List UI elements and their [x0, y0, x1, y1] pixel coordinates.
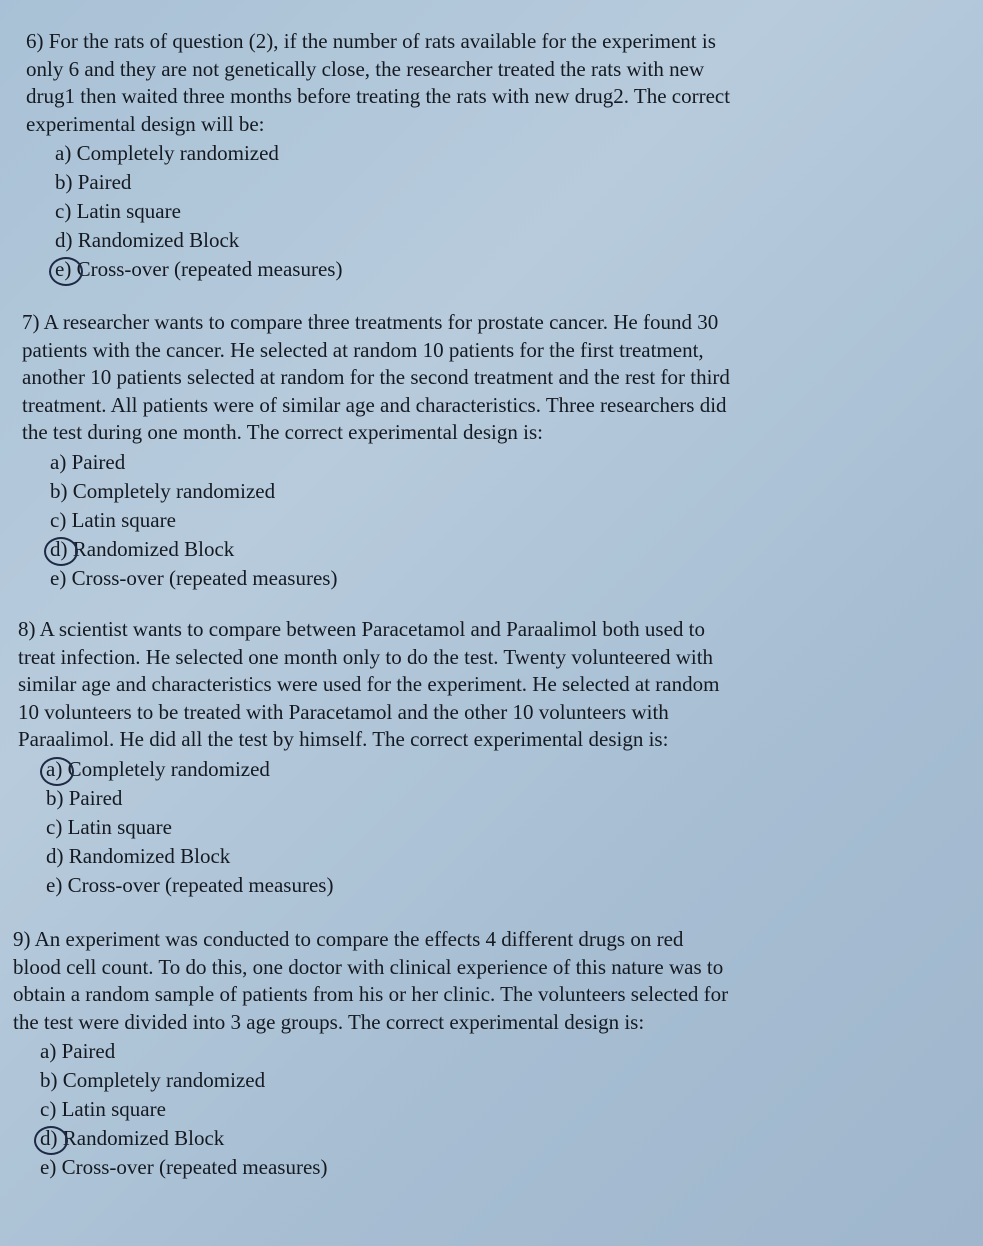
question-8-option-e: e) Cross-over (repeated measures) — [46, 872, 334, 897]
question-7 — [22, 309, 942, 593]
question-6 — [26, 28, 926, 284]
question-9-option-b: b) Completely randomized — [40, 1068, 266, 1092]
question-6-option-b: b) Paired — [55, 170, 132, 194]
question-7-option-b: b) Completely randomized — [50, 478, 276, 503]
question-6-option-e-circled: e) Cross-over (repeated measures) — [55, 255, 926, 284]
question-7-options — [50, 448, 942, 593]
question-9-line-4: the test were divided into 3 age groups. The correct experimental design is: — [13, 1009, 645, 1034]
question-6-line-4: experimental design will be: — [26, 111, 265, 136]
question-8-option-b: b) Paired — [46, 785, 123, 810]
question-8-option-c: c) Latin square — [46, 814, 172, 839]
question-7-option-c: c) Latin square — [50, 507, 176, 532]
question-9-option-e: e) Cross-over (repeated measures) — [40, 1155, 328, 1179]
question-6-line-1: 6) For the rats of question (2), if the number of rats available for the experiment is — [26, 29, 716, 53]
question-9 — [13, 926, 953, 1182]
question-7-line-3: another 10 patients selected at random for the second treatment and the rest for third — [22, 365, 730, 389]
question-7-line-4: treatment. All patients were of similar age and characteristics. Three researchers did — [22, 392, 727, 417]
question-7-line-2: patients with the cancer. He selected at random 10 patients for the first treatment, — [22, 337, 704, 362]
question-8-line-2: treat infection. He selected one month only to do the test. Twenty volunteered with — [18, 644, 714, 669]
question-8-line-5: Paraalimol. He did all the test by himself. The correct experimental design is: — [18, 727, 669, 751]
question-8-line-3: similar age and characteristics were used for the experiment. He selected at random — [18, 672, 720, 696]
question-9-option-c: c) Latin square — [40, 1097, 166, 1121]
question-8-options — [46, 755, 948, 900]
question-7-line-5: the test during one month. The correct experimental design is: — [22, 420, 543, 444]
question-8-line-4: 10 volunteers to be treated with Paracetamol and the other 10 volunteers with — [18, 699, 669, 724]
question-9-line-1: 9) An experiment was conducted to compare the effects 4 different drugs on red — [13, 927, 684, 951]
question-8 — [18, 616, 948, 900]
question-8-option-a-circled: a) Completely randomized — [46, 755, 948, 784]
question-8-option-d: d) Randomized Block — [46, 843, 231, 868]
question-7-line-1: 7) A researcher wants to compare three treatments for prostate cancer. He found 30 — [22, 310, 719, 334]
question-7-option-d-circled: d) Randomized Block — [50, 535, 942, 564]
question-6-line-2: only 6 and they are not genetically close, the researcher treated the rats with new — [26, 56, 705, 81]
question-9-option-d-circled: d) Randomized Block — [40, 1124, 953, 1153]
question-6-option-a: a) Completely randomized — [55, 141, 279, 165]
question-9-line-3: obtain a random sample of patients from his or her clinic. The volunteers selected for — [13, 982, 729, 1006]
question-6-line-3: drug1 then waited three months before treating the rats with new drug2. The correct — [26, 84, 731, 108]
question-6-option-c: c) Latin square — [55, 199, 181, 223]
question-7-option-e: e) Cross-over (repeated measures) — [50, 565, 338, 590]
question-8-line-1: 8) A scientist wants to compare between Paracetamol and Paraalimol both used to — [18, 617, 705, 641]
question-7-option-a: a) Paired — [50, 449, 126, 474]
question-9-line-2: blood cell count. To do this, one doctor with clinical experience of this nature was to — [13, 954, 724, 979]
question-9-options — [40, 1037, 953, 1182]
question-9-option-a: a) Paired — [40, 1039, 116, 1063]
question-6-option-d: d) Randomized Block — [55, 228, 240, 252]
question-6-options — [55, 139, 926, 284]
